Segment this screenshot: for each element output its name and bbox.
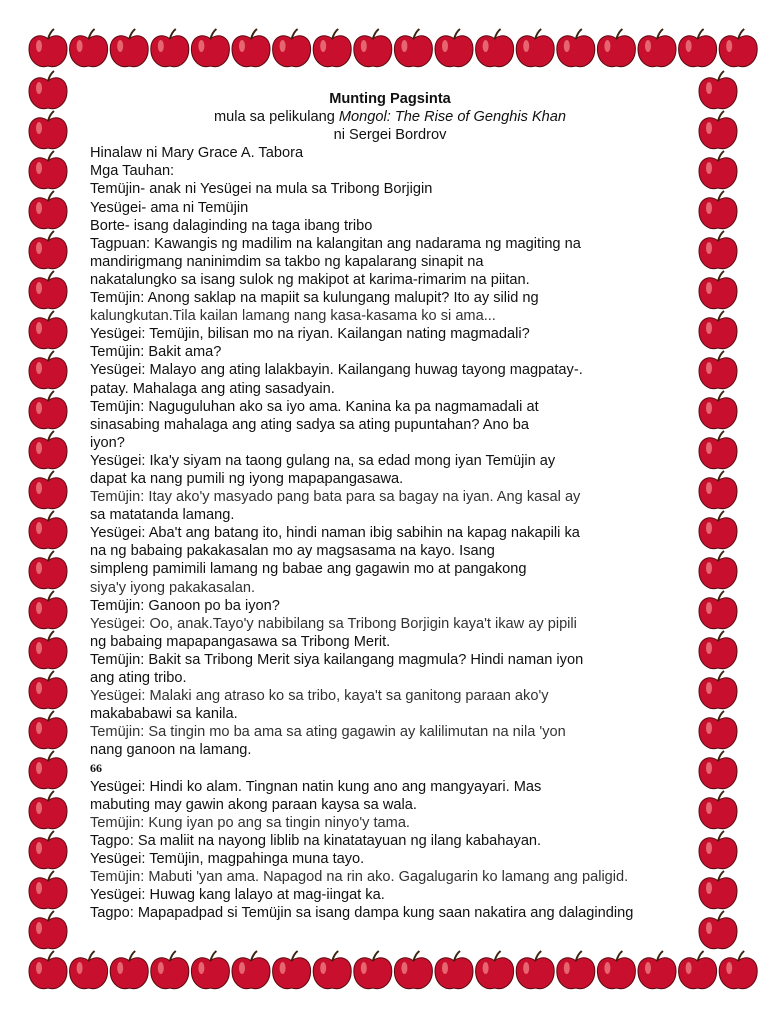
script-line: Hinalaw ni Mary Grace A. Tabora (90, 145, 304, 162)
script-line: Temüjin: Naguguluhan ako sa iyo ama. Kanina ka pa nagmamadali at (90, 398, 539, 415)
apple-icon (699, 351, 737, 389)
subtitle-prefix: mula sa pelikulang (213, 109, 339, 126)
apple-icon (29, 231, 67, 269)
apple-icon (29, 591, 67, 629)
apple-icon (273, 951, 311, 989)
apple-icon (699, 111, 737, 149)
apple-icon (679, 29, 717, 67)
apple-icon (29, 311, 67, 349)
apple-icon (516, 29, 554, 67)
apple-icon (699, 151, 737, 189)
apple-icon (699, 551, 737, 589)
apple-icon (699, 431, 737, 469)
apple-icon (699, 271, 737, 309)
script-line: Yesügei- ama ni Temüjin (90, 199, 249, 216)
apple-icon (699, 671, 737, 709)
apple-icon (557, 29, 595, 67)
apple-icon (29, 431, 67, 469)
script-line: Yesügei: Aba't ang batang ito, hindi naman ibig sabihin na kapag nakapili ka (90, 525, 580, 542)
apple-icon (699, 791, 737, 829)
apple-icon (354, 29, 392, 67)
script-line: Temüjin: Sa tingin mo ba ama sa ating gagawin ay kalilimutan na nila 'yon (90, 724, 566, 741)
apple-icon (110, 951, 148, 989)
script-line: iyon? (90, 434, 125, 451)
apple-icon (557, 951, 595, 989)
apple-icon (699, 191, 737, 229)
script-line: mandirigmang naninimdim sa takbo ng kapalarang sinapit na (90, 253, 484, 270)
script-lines (90, 144, 690, 922)
script-line: kalungkutan.Tila kailan lamang nang kasa-kasama ko si ama... (90, 308, 496, 325)
film-title: Mongol: The Rise of Genghis Khan (338, 109, 567, 126)
apple-icon (699, 71, 737, 109)
script-line: ng babaing mapapangasawa sa Tribong Merit. (90, 633, 391, 650)
script-line: Temüjin: Mabuti 'yan ama. Napagod na rin ako. Gagalugarin ko lamang ang paligid. (90, 869, 629, 886)
script-line: simpleng pamimili lamang ng babae ang gagawin mo at pangakong (90, 561, 527, 578)
apple-icon (699, 831, 737, 869)
script-line: Tagpuan: Kawangis ng madilim na kalangitan ang nadarama ng magiting na (90, 235, 581, 252)
script-line: siya'y iyong pakakasalan. (90, 579, 256, 596)
script-line: Temüjin- anak ni Yesügei na mula sa Tribong Borjigin (90, 181, 433, 198)
script-line: Temüjin: Bakit sa Tribong Merit siya kailangang magmula? Hindi naman iyon (90, 651, 584, 668)
apple-icon (699, 471, 737, 509)
apple-icon (29, 391, 67, 429)
apple-icon (29, 511, 67, 549)
apple-icon (29, 191, 67, 229)
apple-icon (29, 471, 67, 509)
script-line: mabuting may gawin akong paraan kaysa sa wala. (90, 796, 417, 813)
author-line: ni Sergei Bordrov (333, 127, 447, 144)
apple-icon (435, 29, 473, 67)
script-line: ang ating tribo. (90, 670, 187, 686)
script-line: Mga Tauhan: (90, 163, 175, 180)
apple-icon (476, 29, 514, 67)
apple-icon (313, 951, 351, 989)
script-line: Yesügei: Hindi ko alam. Tingnan natin kung ano ang mangyayari. Mas (90, 778, 542, 795)
apple-icon (29, 671, 67, 709)
apple-icon (29, 551, 67, 589)
script-line: Temüjin: Anong saklap na mapiit sa kulungang malupit? Ito ay silid ng (90, 290, 539, 307)
apple-icon (597, 29, 635, 67)
apple-icon (699, 711, 737, 749)
script-line: nakatalungko sa isang sulok ng makipot at karima-rimarim na piitan. (90, 271, 530, 288)
apple-icon (29, 951, 67, 989)
apple-icon (29, 111, 67, 149)
apple-icon (699, 311, 737, 349)
apple-icon (191, 29, 229, 67)
apple-icon (719, 951, 757, 989)
script-line: Tagpo: Sa maliit na nayong liblib na kinatatayuan ng ilang kabahayan. (90, 832, 542, 849)
script-line: Borte- isang dalaginding na taga ibang tribo (90, 217, 373, 234)
apple-icon (699, 911, 737, 949)
apple-icon (232, 951, 270, 989)
apple-icon (719, 29, 757, 67)
apple-icon (151, 951, 189, 989)
apple-icon (29, 911, 67, 949)
apple-icon (29, 631, 67, 669)
script-line: Yesügei: Temüjin, bilisan mo na riyan. Kailangan nating magmadali? (90, 326, 530, 343)
apple-icon (597, 951, 635, 989)
script-line: Yesügei: Huwag kang lalayo at mag-iingat ka. (90, 887, 385, 904)
script-line: Tagpo: Mapapadpad si Temüjin sa isang dampa kung saan nakatira ang dalaginding (90, 905, 634, 922)
script-line: Yesügei: Oo, anak.Tayo'y nabibilang sa Tribong Borjigin kaya't ikaw ay pipili (90, 615, 577, 632)
apple-icon (70, 951, 108, 989)
script-line: sa matatanda lamang. (90, 507, 235, 524)
apple-icon (313, 29, 351, 67)
script-line: Temüjin: Bakit ama? (90, 344, 222, 361)
script-line: patay. Mahalaga ang ating sasadyain. (90, 380, 335, 397)
apple-icon (638, 29, 676, 67)
apple-icon (699, 511, 737, 549)
apple-icon (699, 751, 737, 789)
apple-icon (29, 711, 67, 749)
apple-icon (29, 351, 67, 389)
script-line: Yesügei: Malaki ang atraso ko sa tribo, kaya't sa ganitong paraan ako'y (90, 688, 549, 705)
script-line: na ng babaing pakakasalan mo ay magsasama na kayo. Isang (90, 543, 495, 560)
apple-icon (394, 951, 432, 989)
document-subtitle (90, 108, 690, 126)
apple-icon (354, 951, 392, 989)
apple-icon (29, 751, 67, 789)
script-line: Yesügei: Ika'y siyam na taong gulang na, sa edad mong iyan Temüjin ay (90, 452, 556, 469)
apple-icon (29, 871, 67, 909)
apple-icon (273, 29, 311, 67)
script-line: Yesügei: Temüjin, magpahinga muna tayo. (90, 850, 365, 867)
apple-icon (638, 951, 676, 989)
apple-icon (699, 631, 737, 669)
apple-icon (699, 391, 737, 429)
apple-icon (699, 231, 737, 269)
script-line: nang ganoon na lamang. (90, 742, 252, 759)
script-line: sinasabing mahalaga ang ating sadya sa ating pupuntahan? Ano ba (90, 416, 529, 433)
apple-icon (29, 271, 67, 309)
apple-icon (29, 151, 67, 189)
apple-icon (29, 71, 67, 109)
apple-icon (151, 29, 189, 67)
apple-icon (191, 951, 229, 989)
script-line: makababawi sa kanila. (90, 706, 238, 723)
apple-icon (679, 951, 717, 989)
apple-icon (699, 591, 737, 629)
document-title: Munting Pagsinta (329, 91, 451, 107)
script-line: Temüjin: Itay ako'y masyado pang bata para sa bagay na iyan. Ang kasal ay (90, 489, 581, 506)
apple-icon (516, 951, 554, 989)
apple-icon (394, 29, 432, 67)
apple-icon (232, 29, 270, 67)
apple-icon (70, 29, 108, 67)
apple-icon (699, 871, 737, 909)
script-line: Temüjin: Kung iyan po ang sa tingin ninyo'y tama. (90, 814, 410, 831)
apple-icon (110, 29, 148, 67)
document-body (90, 90, 690, 922)
script-line: Temüjin: Ganoon po ba iyon? (90, 597, 280, 614)
page-number: 66 (90, 761, 102, 776)
script-line: Yesügei: Malayo ang ating lalakbayin. Kailangang huwag tayong magpatay-. (90, 362, 583, 379)
apple-icon (29, 29, 67, 67)
apple-icon (435, 951, 473, 989)
apple-icon (476, 951, 514, 989)
script-line: dapat ka nang pumili ng iyong mapapangasawa. (90, 470, 404, 487)
apple-icon (29, 791, 67, 829)
apple-icon (29, 831, 67, 869)
